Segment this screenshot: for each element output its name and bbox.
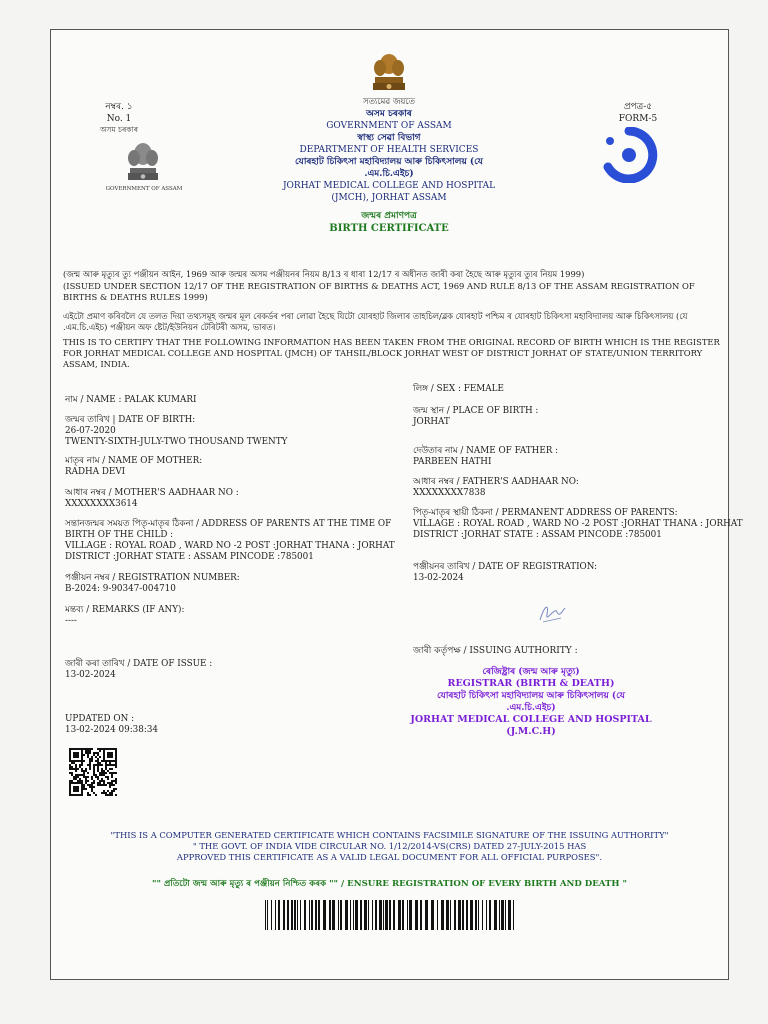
dept-assamese: স্বাস্থ্য সেৱা বিভাগ <box>357 133 421 143</box>
field-label: মন্তব্য / REMARKS (IF ANY): <box>65 605 185 615</box>
field-left-3 <box>65 488 395 510</box>
field-left-1 <box>65 415 395 448</box>
certify-english: THIS IS TO CERTIFY THAT THE FOLLOWING INFORMATION HAS BEEN TAKEN FROM THE ORIGINAL RECORD OF BIRTH WHICH IS THE REGISTER FOR JORHAT MEDICAL COLLEGE AND HOSPITAL (JMCH) OF TAHSIL/BLOCK JORHAT WEST OF DISTRICT JORHAT OF STATE/UNION TERRITORY ASSAM, INDIA. <box>63 337 720 369</box>
issuing-authority-label: জাৰী কৰ্তৃপক্ষ / ISSUING AUTHORITY : <box>413 646 578 656</box>
field-value: 13-02-2024 09:38:34 <box>65 725 159 735</box>
footer-slogan: "" প্ৰতিটো জন্ম আৰু মৃত্যু ৰ পঞ্জীয়ন নিশ্চিত কৰক "" / ENSURE REGISTRATION OF EVERY BIRTH AND DEATH " <box>152 879 627 889</box>
barcode <box>265 900 515 930</box>
field-right-3 <box>413 477 743 499</box>
field-right-0 <box>413 384 743 395</box>
cert-title-assamese: জন্মৰ প্ৰমাণপত্ৰ <box>361 211 417 221</box>
field-label: জাৰী কৰা তাৰিখ / DATE OF ISSUE : <box>65 659 213 669</box>
authority-line4: .এম.চি.এইচ) <box>506 703 556 713</box>
hospital-assamese-1: যোৰহাট চিকিৎসা মহাবিদ্যালয় আৰু চিকিৎসালয় (যে <box>294 157 483 167</box>
field-value: VILLAGE : ROYAL ROAD , WARD NO -2 POST :JORHAT THANA : JORHAT DISTRICT :JORHAT STATE : ASSAM PINCODE :785001 <box>413 519 743 540</box>
authority-line3: যোৰহাট চিকিৎসা মহাবিদ্যালয় আৰু চিকিৎসালয় (যে <box>436 691 625 701</box>
certificate-sheet <box>50 29 743 980</box>
field-value: RADHA DEVI <box>65 467 126 477</box>
field-left-0 <box>65 395 395 406</box>
footer-note-2: " THE GOVT. OF INDIA VIDE CIRCULAR NO. 1/12/2014-VS(CRS) DATED 27-JULY-2015 HAS <box>192 841 587 851</box>
field-right-1 <box>413 406 743 428</box>
field-right-5 <box>413 562 743 584</box>
field-label: পিতৃ-মাতৃৰ স্থায়ী ঠিকনা / PERMANENT ADDRESS OF PARENTS: <box>413 508 678 518</box>
field-label: মাতৃৰ নাম / NAME OF MOTHER: <box>65 456 203 466</box>
emblem-motto: সত্যমেৱ জয়তে <box>363 96 415 106</box>
field-label: পঞ্জীয়ন নম্বৰ / REGISTRATION NUMBER: <box>65 573 240 583</box>
field-label: সন্তানজন্মৰ সময়ত পিতৃ-মাতৃৰ ঠিকনা / ADDRESS OF PARENTS AT THE TIME OF BIRTH OF THE CHILD : <box>65 519 392 540</box>
field-value: VILLAGE : ROYAL ROAD , WARD NO -2 POST :JORHAT THANA : JORHAT DISTRICT :JORHAT STATE : ASSAM PINCODE :785001 <box>65 541 395 562</box>
authority-line6: (J.M.C.H) <box>506 726 556 737</box>
national-emblem-icon <box>367 50 411 94</box>
field-right-4 <box>413 508 743 541</box>
hospital-english-1: JORHAT MEDICAL COLLEGE AND HOSPITAL <box>282 181 496 191</box>
field-value: 13-02-2024 <box>413 573 464 583</box>
field-label: জন্ম স্থান / PLACE OF BIRTH : <box>413 406 539 416</box>
left-emblem-caption: GOVERNMENT OF ASSAM <box>105 186 183 192</box>
field-value: 26-07-2020 TWENTY-SIXTH-JULY-TWO THOUSAND TWENTY <box>65 426 288 447</box>
field-value: B-2024: 9-90347-004710 <box>65 584 176 594</box>
authority-line5: JORHAT MEDICAL COLLEGE AND HOSPITAL <box>410 714 652 725</box>
field-left-7 <box>65 659 395 681</box>
gov-english: GOVERNMENT OF ASSAM <box>326 121 452 131</box>
left-gov-assamese: অসম চৰকাৰ <box>100 125 138 134</box>
dept-english: DEPARTMENT OF HEALTH SERVICES <box>299 145 479 155</box>
field-left-2 <box>65 456 395 478</box>
hospital-assamese-2: .এম.চি.এইচ) <box>364 169 414 179</box>
field-value: PARBEEN HATHI <box>413 457 492 467</box>
footer-note-3: APPROVED THIS CERTIFICATE AS A VALID LEGAL DOCUMENT FOR ALL OFFICIAL PURPOSES". <box>176 852 603 862</box>
authority-line2: REGISTRAR (BIRTH & DEATH) <box>447 678 615 689</box>
serial-assamese: নম্বৰ. ১ <box>105 102 133 112</box>
issued-assamese: (জন্ম আৰু মৃত্যুৰ ত্যু পঞ্জীয়ন আইন, 1969 আৰু জন্মৰ অসম পঞ্জীয়নৰ নিয়ম 8/13 ৰ ধাৰা 12/17 ৰ অধীনত জাৰী কৰা হৈছে আৰু মৃত্যুৰ ত্যুৰ নিয়ম 1999) <box>63 269 585 279</box>
field-left-5 <box>65 573 395 595</box>
field-label: পঞ্জীয়নৰ তাৰিখ / DATE OF REGISTRATION: <box>413 562 598 572</box>
field-label: দেউতাৰ নাম / NAME OF FATHER : <box>413 446 559 456</box>
qr-code <box>69 748 117 796</box>
signature-icon <box>537 600 567 626</box>
field-left-6 <box>65 605 395 627</box>
footer-note-1: "THIS IS A COMPUTER GENERATED CERTIFICATE WHICH CONTAINS FACSIMILE SIGNATURE OF THE ISSUING AUTHORITY" <box>110 830 669 840</box>
certify-assamese: এইটো প্ৰমাণ কৰিবলৈ যে তলত দিয়া তথ্যসমূহ জন্মৰ মূল ৰেকৰ্ডৰ পৰা লোৱা হৈছে যিটো যোৰহাট জিলাৰ তাহচিল/ব্লক যোৰহাট পশ্চিম ৰ যোৰহাট চিকিৎসা মহাবিদ্যালয় আৰু চিকিৎসালয় (যে .এম.চি.এইচ) পঞ্জীয়ন অফ ষ্টেট/ইউনিয়ন টেৰিটৰী অসম, ভাৰত। <box>63 311 688 332</box>
field-left-4 <box>65 519 395 563</box>
field-right-2 <box>413 446 743 468</box>
health-logo-icon <box>596 127 662 183</box>
field-value: 13-02-2024 <box>65 670 116 680</box>
serial-number: No. 1 <box>106 114 132 124</box>
field-label: লিঙ্গ / SEX : FEMALE <box>413 384 504 394</box>
field-value: XXXXXXXX7838 <box>413 488 486 498</box>
cert-title-english: BIRTH CERTIFICATE <box>329 223 449 234</box>
field-label: আধাৰ নম্বৰ / FATHER'S AADHAAR NO: <box>413 477 579 487</box>
form-assamese: প্ৰপত্ৰ-৫ <box>623 102 653 112</box>
authority-line1: ৰেজিষ্ট্ৰাৰ (জন্ম আৰু মৃত্যু) <box>482 667 580 677</box>
field-left-8 <box>65 714 395 736</box>
hospital-english-2: (JMCH), JORHAT ASSAM <box>331 193 447 203</box>
field-label: জন্মৰ তাৰিখ | DATE OF BIRTH: <box>65 415 196 425</box>
field-value: ---- <box>65 616 77 626</box>
assam-emblem-icon <box>123 140 163 186</box>
field-value: XXXXXXXX3614 <box>65 499 138 509</box>
field-label: নাম / NAME : PALAK KUMARI <box>65 395 197 405</box>
field-value: JORHAT <box>413 417 450 427</box>
form-number: FORM-5 <box>618 114 658 124</box>
gov-assamese: অসম চৰকাৰ <box>366 109 412 119</box>
field-label: UPDATED ON : <box>65 714 135 724</box>
issued-english: (ISSUED UNDER SECTION 12/17 OF THE REGISTRATION OF BIRTHS & DEATHS ACT, 1969 AND RULE 8/13 OF THE ASSAM REGISTRATION OF BIRTHS & DEATHS RULES 1999) <box>63 281 695 302</box>
field-label: আধাৰ নম্বৰ / MOTHER'S AADHAAR NO : <box>65 488 239 498</box>
